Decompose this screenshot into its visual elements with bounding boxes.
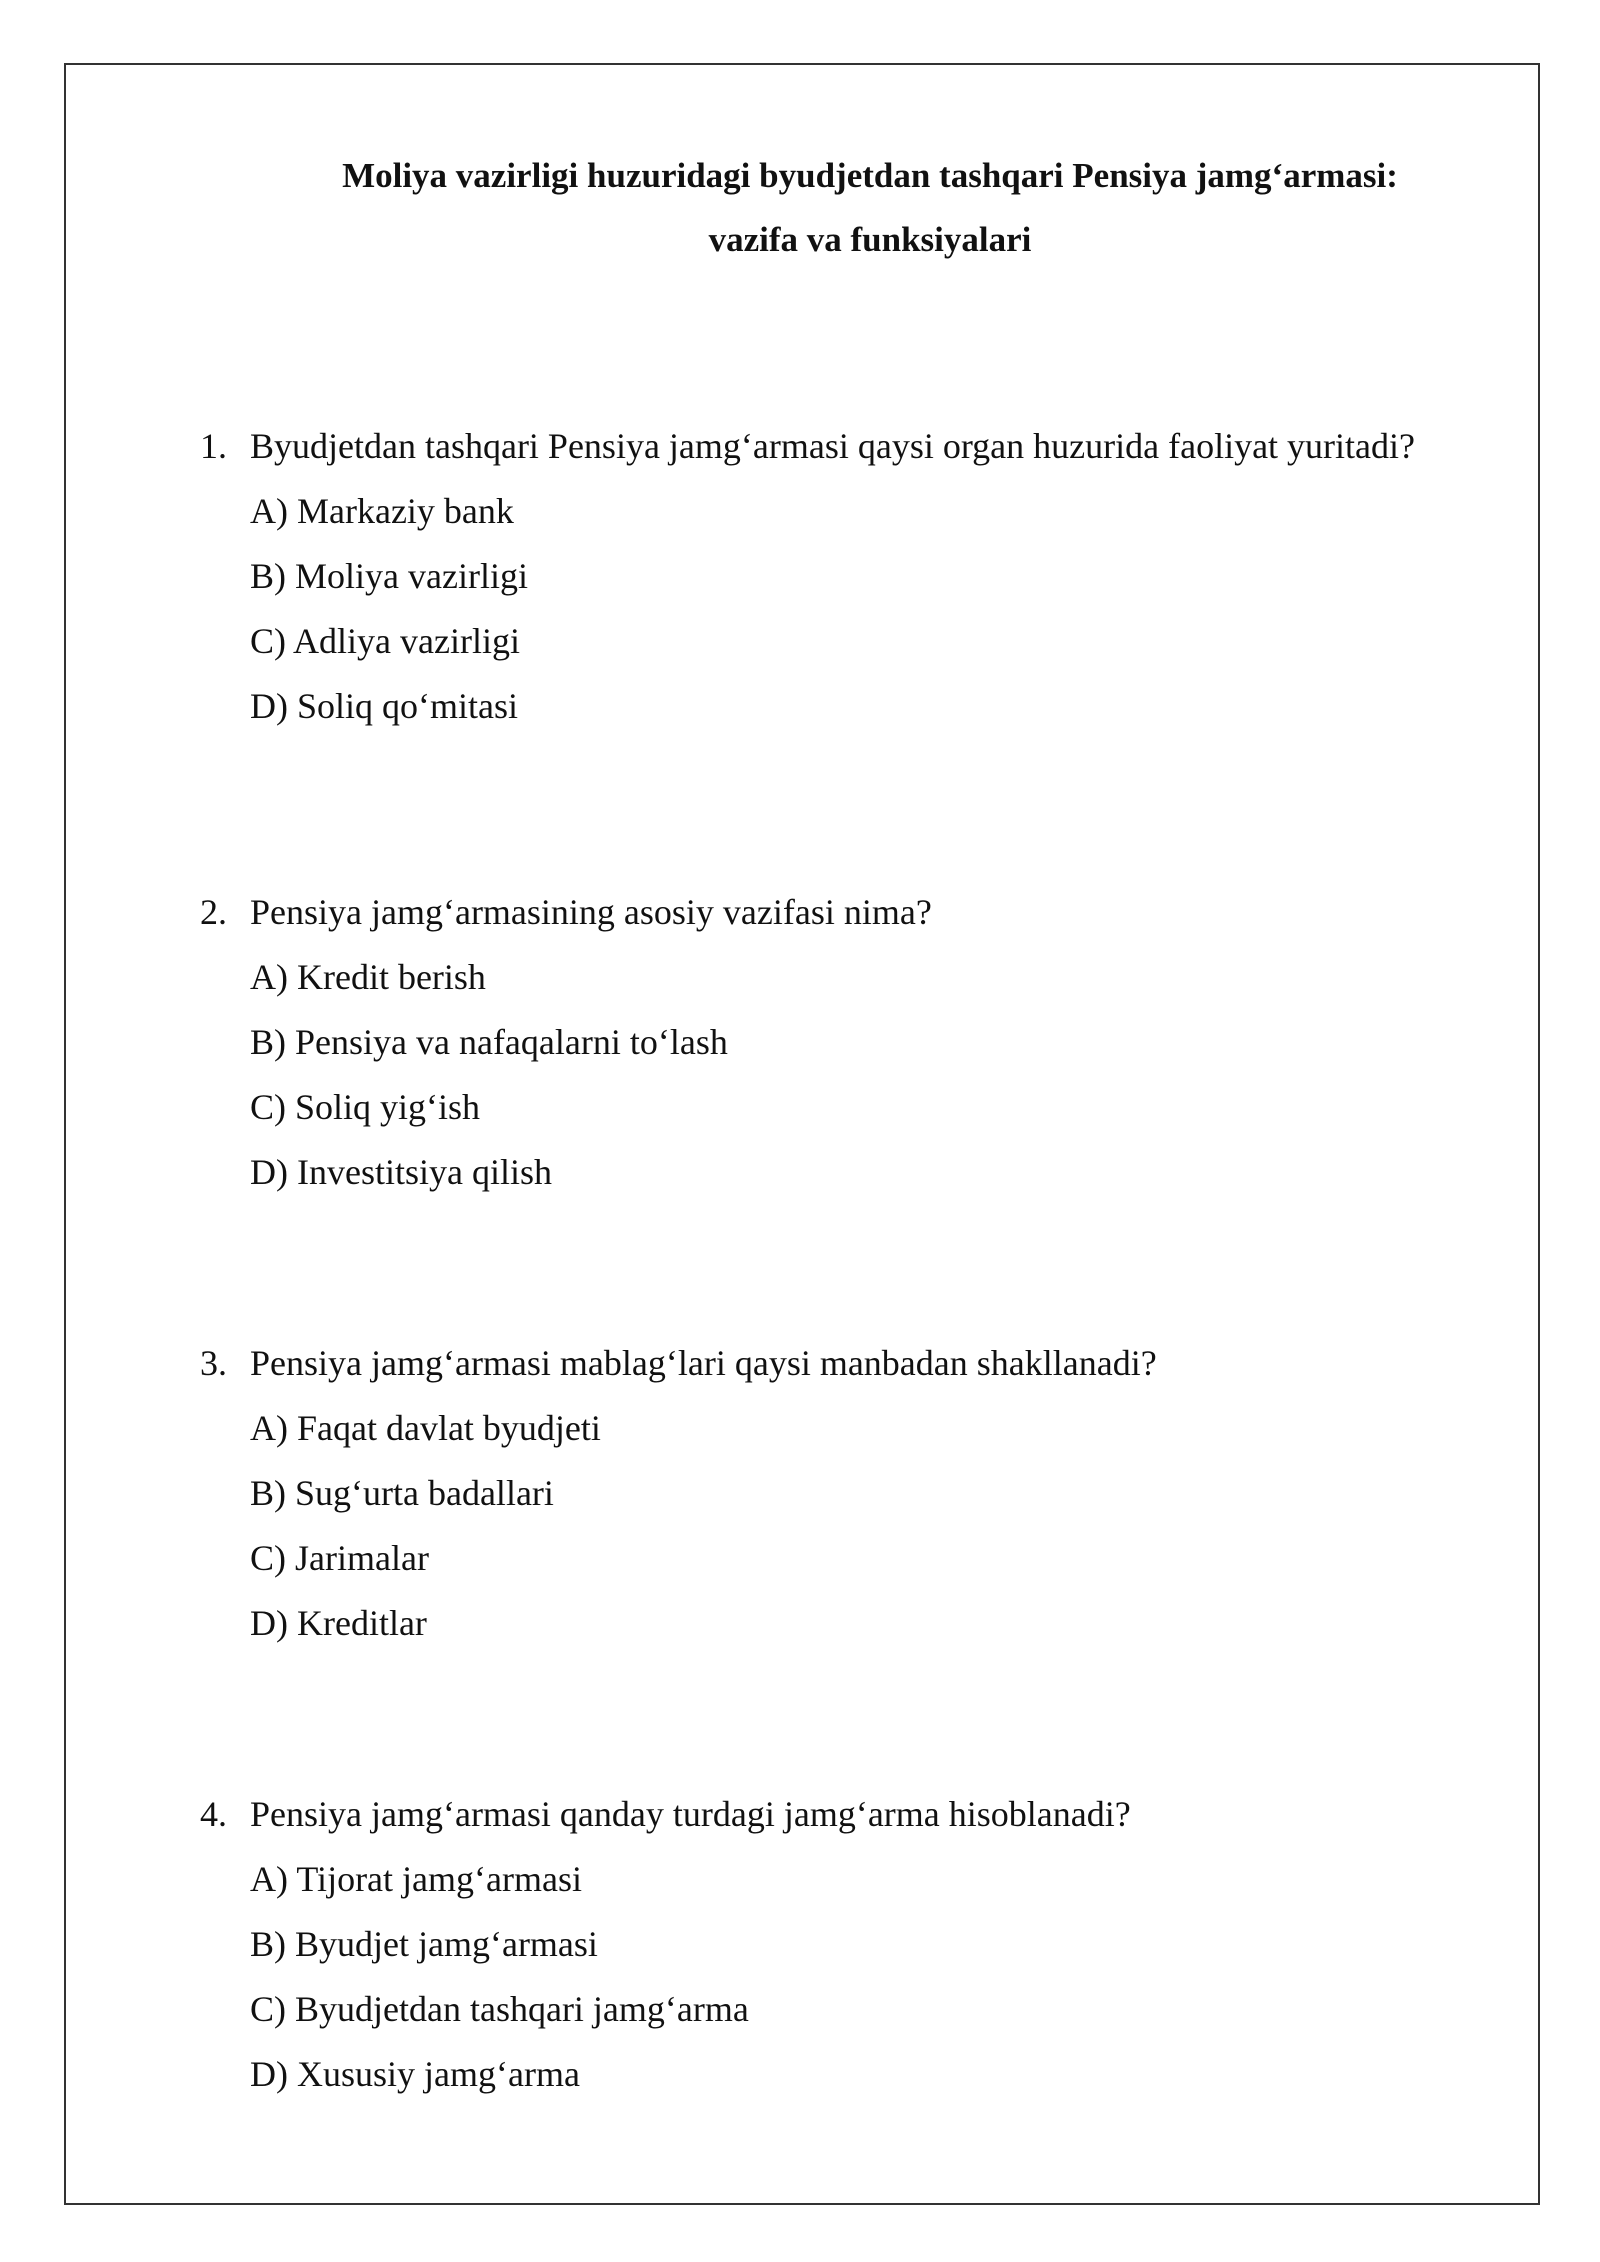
option-c: C) Jarimalar [250, 1538, 429, 1578]
question-number: 3. [200, 1343, 227, 1383]
question-text: Pensiya jamg‘armasining asosiy vazifasi nima? [250, 892, 932, 932]
option-a: A) Kredit berish [250, 957, 486, 997]
option-c: C) Adliya vazirligi [250, 621, 520, 661]
option-d: D) Investitsiya qilish [250, 1152, 552, 1192]
question-text: Pensiya jamg‘armasi qanday turdagi jamg‘arma hisoblanadi? [250, 1794, 1131, 1834]
option-b: B) Sug‘urta badallari [250, 1473, 554, 1513]
document-title-line-2: vazifa va funksiyalari [708, 220, 1032, 259]
question-text: Pensiya jamg‘armasi mablag‘lari qaysi manbadan shakllanadi? [250, 1343, 1157, 1383]
question-number: 2. [200, 892, 227, 932]
question-text: Byudjetdan tashqari Pensiya jamg‘armasi qaysi organ huzurida faoliyat yuritadi? [250, 426, 1416, 466]
option-d: D) Xususiy jamg‘arma [250, 2054, 580, 2094]
question-number: 4. [200, 1794, 227, 1834]
option-b: B) Moliya vazirligi [250, 556, 528, 596]
question-number: 1. [200, 426, 227, 466]
option-c: C) Byudjetdan tashqari jamg‘arma [250, 1989, 749, 2029]
document-title-line-1: Moliya vazirligi huzuridagi byudjetdan tashqari Pensiya jamg‘armasi: [342, 156, 1398, 195]
option-a: A) Tijorat jamg‘armasi [250, 1859, 582, 1899]
option-b: B) Pensiya va nafaqalarni to‘lash [250, 1022, 728, 1062]
option-a: A) Markaziy bank [250, 491, 514, 531]
option-d: D) Soliq qo‘mitasi [250, 686, 518, 726]
option-a: A) Faqat davlat byudjeti [250, 1408, 601, 1448]
option-c: C) Soliq yig‘ish [250, 1087, 481, 1127]
option-d: D) Kreditlar [250, 1603, 427, 1643]
option-b: B) Byudjet jamg‘armasi [250, 1924, 598, 1964]
